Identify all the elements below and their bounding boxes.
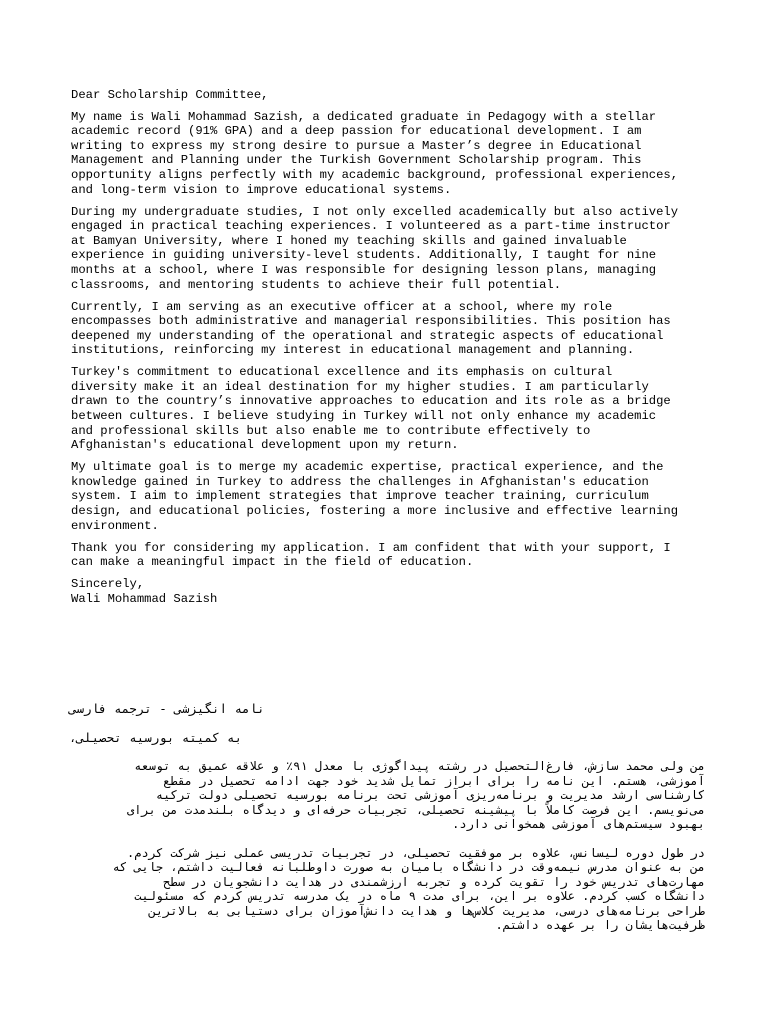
paragraph-undergraduate: During my undergraduate studies, I not only excelled academically but also actively engaged in practical teaching experiences. I volunteered as a part-time instructor at Bamyan University, where I honed my teaching skills and gained invaluable experience in guiding university-level students. Additionally, I taught for nine months at a school, where I was responsible for designing lesson plans, managing classrooms, and mentoring students to achieve their full potential. — [71, 204, 679, 292]
closing-signature: Sincerely, Wali Mohammad Sazish — [71, 577, 218, 606]
persian-salutation: به کمیته بورسیه تحصیلی، — [69, 729, 243, 745]
salutation: Dear Scholarship Committee, — [71, 88, 269, 102]
paragraph-thanks: Thank you for considering my application. I am confident that with your support, I can make a meaningful impact in the field of education. — [71, 540, 671, 570]
paragraph-intro: My name is Wali Mohammad Sazish, a dedicated graduate in Pedagogy with a stellar academic record (91% GPA) and a deep passion for educational development. I am writing to express my strong desire to pursue a Master’s degree in Educational Management and Planning under the Turkish Government Scholarship program. This opportunity aligns perfectly with my academic background, professional experiences, and long-term vision to improve educational systems. — [71, 109, 679, 197]
paragraph-current-role: Currently, I am serving as an executive officer at a school, where my role encompasses both administrative and managerial responsibilities. This position has deepened my understanding of the operational and strategic aspects of educational institutions, reinforcing my interest in educational management and planning. — [71, 299, 671, 358]
persian-translation — [69, 702, 705, 933]
persian-paragraph-intro: من ولی محمد سازش، فارغ‌التحصیل در رشته پیداگوژی با معدل ۹۱٪ و علاقه عمیق به توسعه آموزشی، هستم. این نامه را برای ابراز تمایل شدید خود جهت ادامه تحصیل در مقطع کارشناسی ارشد مدیریت و برنامه‌ریزی آموزشی تحت برنامه بورسیه تحصیلی دولت ترکیه می‌نویسم. این فرصت کاملاً با پیشینه تحصیلی، تجربیات حرفه‌ای و دیدگاه بلندمدت من برای بهبود سیستم‌های آموزشی همخوانی دارد. — [127, 759, 705, 831]
persian-paragraph-undergraduate: در طول دوره لیسانس، علاوه بر موفقیت تحصیلی، در تجربیات تدریسی عملی نیز شرکت کردم. من به عنوان مدرس نیمه‌وقت در دانشگاه بامیان به صورت داوطلبانه فعالیت داشتم، جایی که مهارت‌های تدریس خود را تقویت کرده و تجربه ارزشمندی در هدایت دانشجویان در سطح دانشگاه کسب کردم. علاوه بر این، برای مدت ۹ ماه در یک مدرسه تدریس کردم که مسئولیت طراحی برنامه‌های درسی، مدیریت کلاس‌ها و هدایت دانش‌آموزان برای دستیابی به بالاترین ظرفیت‌هایشان را بر عهده داشتم. — [112, 845, 705, 932]
english-letter — [71, 88, 711, 614]
paragraph-turkey: Turkey's commitment to educational excellence and its emphasis on cultural diversity make it an ideal destination for my higher studies. I am particularly drawn to the country’s innovative approaches to education and its role as a bridge between cultures. I believe studying in Turkey will not only enhance my academic and professional skills but also enable me to contribute effectively to Afghanistan's educational development upon my return. — [71, 365, 671, 453]
paragraph-goal: My ultimate goal is to merge my academic expertise, practical experience, and the knowledge gained in Turkey to address the challenges in Afghanistan's education system. I aim to implement strategies that improve teacher training, curriculum design, and educational policies, fostering a more inclusive and effective learning environment. — [71, 460, 679, 533]
persian-title: نامه انگیزشی - ترجمه فارسی — [69, 701, 265, 716]
